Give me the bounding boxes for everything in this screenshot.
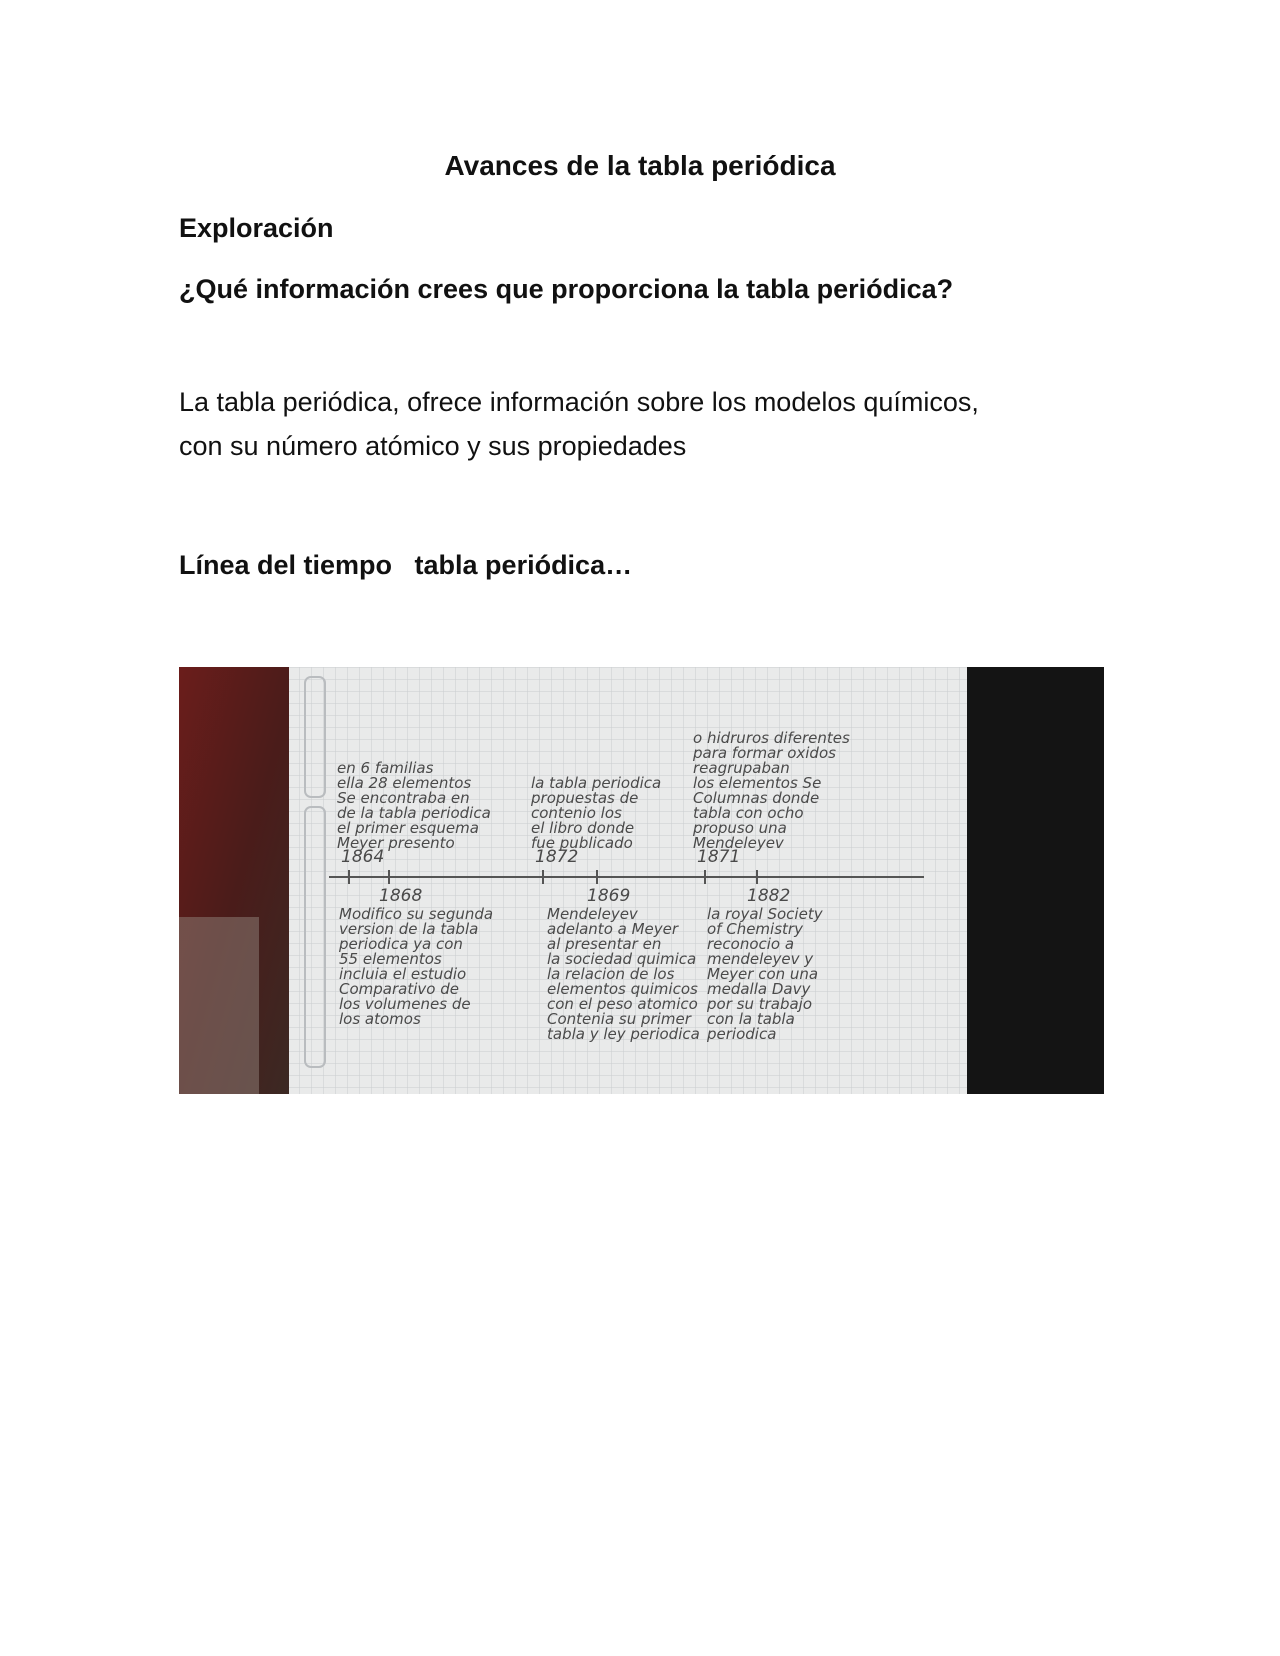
section-heading: Exploración [179,213,334,243]
handwritten-line: elementos quimicos [547,980,698,998]
handwritten-line: los elementos Se [693,774,822,792]
handwritten-line: periodica [707,1025,777,1043]
handwritten-line: adelanto a Meyer [547,920,679,938]
handwritten-year: 1864 [341,847,385,867]
handwritten-line: Meyer con una [707,965,819,983]
handwritten-line: Comparativo de [339,980,459,998]
handwritten-line: en 6 familias [337,759,434,777]
handwritten-line: periodica ya con [339,935,463,953]
handwritten-year: 1869 [587,886,631,906]
handwritten-line: la relacion de los [547,965,675,983]
handwritten-line: los atomos [339,1010,421,1028]
handwritten-line: la royal Society [707,905,823,923]
answer-line: La tabla periódica, ofrece información sobre los modelos químicos, [179,387,979,417]
handwritten-line: incluia el estudio [339,965,467,983]
handwritten-line: Meyer presento [337,834,455,852]
handwritten-line: al presentar en [547,935,662,953]
handwritten-line: por su trabajo [707,995,813,1013]
handwritten-line: con el peso atomico [547,995,698,1013]
handwritten-year: 1868 [379,886,423,906]
handwritten-timeline-photo [179,667,1104,1094]
handwriting-layer [337,729,850,1043]
handwritten-line: Columnas donde [693,789,820,807]
handwritten-line: Se encontraba en [337,789,470,807]
handwritten-line: para formar oxidos [693,744,836,762]
handwritten-line: reconocio a [707,935,795,953]
handwritten-year: 1872 [535,847,579,867]
handwritten-year: 1882 [747,886,791,906]
handwritten-line: con la tabla [707,1010,795,1028]
handwritten-line: la sociedad quimica [547,950,697,968]
answer-line: con su número atómico y sus propiedades [179,431,687,461]
handwritten-line: fue publicado [531,834,633,852]
handwritten-line: tabla con ocho [693,804,804,822]
handwritten-year: 1871 [697,847,741,867]
handwritten-line: version de la tabla [339,920,479,938]
handwritten-line: Mendeleyev [693,834,784,852]
handwritten-line: contenio los [531,804,622,822]
handwritten-line: mendeleyev y [707,950,814,968]
left-background-shadow [179,917,259,1094]
handwritten-line: 55 elementos [339,950,442,968]
handwritten-line: medalla Davy [707,980,811,998]
handwritten-line: o hidruros diferentes [693,729,850,747]
handwritten-line: reagrupaban [693,759,790,777]
right-background [954,667,1104,1094]
timeline-photo-svg [179,667,1104,1094]
handwritten-line: el libro donde [531,819,635,837]
handwritten-line: el primer esquema [337,819,479,837]
answer-paragraph [179,380,1109,468]
handwritten-line: de la tabla periodica [337,804,491,822]
handwritten-line: of Chemistry [707,920,803,938]
question-text: ¿Qué información crees que proporciona la tabla periódica? [179,274,954,304]
handwritten-line: propuso una [693,819,787,837]
document-title: Avances de la tabla periódica [444,150,836,181]
handwritten-line: Mendeleyev [547,905,638,923]
handwritten-line: propuestas de [531,789,639,807]
handwritten-line: tabla y ley periodica [547,1025,700,1043]
timeline-heading: Línea del tiempo tabla periódica… [179,550,633,580]
handwritten-line: los volumenes de [339,995,471,1013]
handwritten-line: ella 28 elementos [337,774,472,792]
handwritten-line: la tabla periodica [531,774,662,792]
handwritten-line: Modifico su segunda [339,905,494,923]
handwritten-line: Contenia su primer [547,1010,691,1028]
